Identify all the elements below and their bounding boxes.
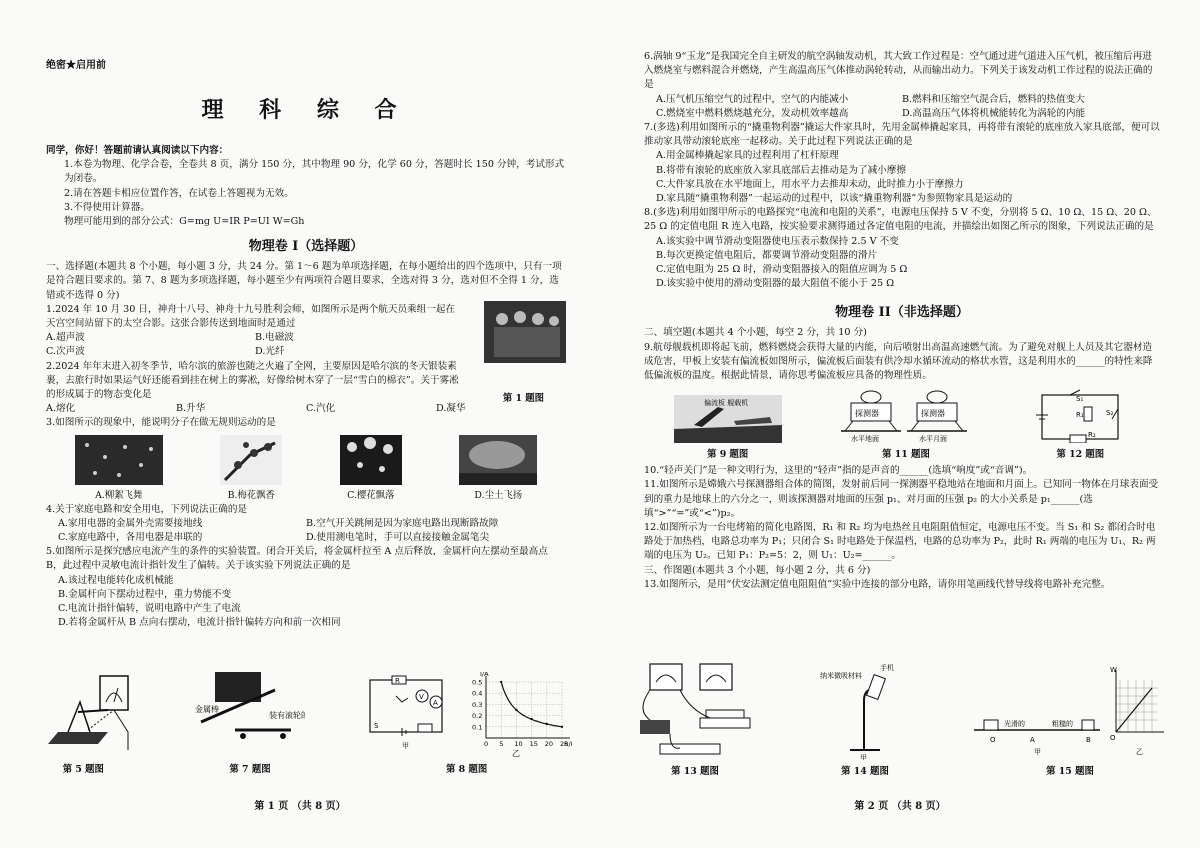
- question-12-text: 12.如图所示为一台电烤箱的简化电路图，R₁ 和 R₂ 均为电热丝且电阻阻值恒定，电源电压不变。当 S₁ 和 S₂ 都闭合时电路处于加热档，电路总功率为 P₁；只闭合 S₁ 时电路处于保温档，电路的总功率为 P₂，此时 R₁ 两端的电压为 U₁、R₂ 两端的电压为 U₂。已知 P₁：P₂=5：2，则 U₁：U₂=______。: [644, 522, 1156, 562]
- page-title: 理 科 综 合: [201, 97, 411, 123]
- section-title: 物理卷 II（非选择题）: [835, 305, 969, 321]
- option-b: B.每次更换定值电阻后，都要调节滑动变阻器的滑片: [656, 249, 878, 261]
- option-b: B.金属杆向下摆动过程中，重力势能不变: [58, 588, 232, 600]
- figure-label: 装有滚轮: [268, 711, 301, 720]
- figure-1: [484, 301, 566, 367]
- figure-sub-label: 甲: [860, 754, 867, 760]
- figure-15: [970, 660, 1170, 777]
- section-title: 物理卷 I（选择题）: [248, 239, 364, 255]
- svg-text:B: B: [1086, 736, 1091, 744]
- option-b: B.将带有滚轮的底座放入家具底部后去推动是为了减小摩擦: [656, 164, 906, 176]
- option-c: C.次声波: [46, 346, 85, 358]
- y-tick-label: 0.4: [471, 689, 482, 698]
- option-a: A.压气机压缩空气的过程中，空气的内能减小: [656, 93, 849, 105]
- svg-text:O: O: [1110, 734, 1116, 742]
- figure-label: 金属棒: [194, 705, 219, 714]
- oven-circuit-diagram: [1030, 389, 1130, 443]
- figure-label: 手机: [880, 664, 894, 672]
- figure-label: 粗糙的: [1052, 720, 1073, 728]
- option-c: C.家庭电路中，各用电器是串联的: [58, 532, 203, 544]
- figure-caption: 第 14 题图: [841, 766, 889, 777]
- option-b: B.电磁波: [255, 332, 294, 344]
- data-point: [545, 723, 547, 725]
- question-6-text: 6.涡轴 9“玉龙”是我国完全自主研发的航空涡轴发动机，其大致工作过程是：空气通过进气道进入压气机，被压缩后再进入燃烧室与燃料混合并燃烧，产生高温高压气体推动涡轮转动，从而输出动力。下列关于该发动机工作过程的说法正确的是: [644, 51, 1153, 91]
- question-5-text: 5.如图所示是探究感应电流产生的条件的实验装置。闭合开关后，将金属杆拉至 A 点后释放，金属杆向左摆动至最高点 B，此过程中灵敏电流计指针发生了偏转。关于该实验下列说法正确的是: [46, 546, 548, 572]
- question-text: 2.2024 年年末进入初冬季节，哈尔滨的旅游也随之火遍了全网，主要原因是哈尔滨的冬天银装素裹，去旅行时如果运气好还能看到挂在树上的雾凇，好像给树木穿了一层“雪白的棉衣”。关于雾凇的形成属于的物态变化是: [46, 360, 459, 401]
- svg-text:R: R: [394, 677, 400, 685]
- figure-caption: 第 11 题图: [882, 449, 930, 461]
- figure-label: 纳米微吸材料: [820, 672, 862, 680]
- voltammeter-circuit-drawing: [630, 660, 760, 760]
- option-label: A.柳絮飞舞: [95, 489, 143, 501]
- x-tick-label: 20: [544, 740, 553, 748]
- figure-row-right-top: [644, 389, 1160, 460]
- option-d: D.该实验中使用的滑动变阻器的最大阻值不能小于 25 Ω: [656, 278, 895, 290]
- option-label: B.梅花飘香: [227, 489, 275, 501]
- lever-tool-drawing: [195, 672, 305, 758]
- svg-text:A: A: [432, 699, 438, 707]
- option-d: D.使用测电笔时，手可以直接接触金属笔尖: [306, 532, 490, 544]
- figure-11: [841, 389, 971, 460]
- option-c: C.电流计指针偏转，说明电路中产生了电流: [58, 603, 241, 615]
- question-8-text: 8.(多选)利用如图甲所示的电路探究“电流和电阻的关系”，电源电压保持 5 V 不变，分别将 5 Ω、10 Ω、15 Ω、20 Ω、25 Ω 的定值电阻 R 连入电路，按实验要求测得通过各定值电阻的电流，并描绘出如图乙所示的图象，下列说法正确的是: [644, 207, 1157, 233]
- notice-item: 1.本卷为物理、化学合卷，全卷共 8 页，满分 150 分，其中物理 90 分，化学 60 分，答题时长 150 分钟，考试形式为闭卷。: [64, 159, 565, 185]
- option-d: D.若将金属杆从 B 点向右摆动，电流计指针偏转方向和前一次相同: [58, 617, 341, 629]
- option-label: D.尘土飞扬: [474, 489, 523, 501]
- figure-caption: 第 12 题图: [1056, 449, 1105, 461]
- question-1: [46, 303, 566, 360]
- image-option-a: [75, 435, 163, 501]
- dust-cloud-photo: [459, 435, 537, 485]
- figure-row-right-bottom: [600, 660, 1200, 777]
- option-c: C.大件家具放在水平地面上，用水平力去推却未动，此时推力小于摩擦力: [656, 178, 964, 190]
- question-3-text: 3.如图所示的现象中，能说明分子在做无规则运动的是: [46, 417, 276, 429]
- option-a: A.该实验中调节滑动变阻器使电压表示数保持 2.5 V 不变: [656, 235, 899, 247]
- question-9-text: 9.航母舰载机即将起飞前，燃料燃烧会获得大量的内能，向后喷射出高温高速燃气流。为了避免对舰上人员及其它器材造成危害，甲板上安装有偏流板如图所示，偏流板后面装有供冷却水循环流动的格状水管，这是利用水的______的特性来降低偏流板的温度。根据此情景，请你思考偏流板应具备的物理性质。: [644, 341, 1153, 382]
- figure-9: [674, 395, 782, 460]
- image-option-d: [459, 435, 537, 501]
- notice-heading: 同学，你好！答题前请认真阅读以下内容：: [46, 145, 229, 156]
- question-4-options: [46, 517, 566, 545]
- option-c: C.燃烧室中燃料燃烧越充分，发动机效率越高: [656, 107, 849, 119]
- svg-text:R₁: R₁: [1076, 411, 1084, 420]
- x-tick-label: 25: [559, 740, 568, 748]
- deflector-photo: [674, 395, 782, 443]
- option-c: C.定值电阻为 25 Ω 时，滑动变阻器接入的阻值应调为 5 Ω: [656, 264, 908, 276]
- option-b: B.升华: [176, 403, 206, 415]
- notice-item: 2.请在答题卡相应位置作答，在试卷上答题视为无效。: [64, 187, 294, 199]
- figure-caption: 第 9 题图: [707, 449, 749, 461]
- figure-sub-label: 乙: [1136, 748, 1143, 756]
- data-point: [560, 726, 562, 728]
- plum-blossom-photo: [220, 435, 282, 485]
- y-tick-label: 0.1: [471, 723, 482, 732]
- slide-and-graph: [970, 660, 1170, 760]
- option-d: D.高温高压气体将机械能转化为涡轮的内能: [902, 107, 1086, 119]
- notice-block: [46, 144, 566, 229]
- figure-sub-label: 甲: [401, 742, 409, 750]
- figure-label: 探测器: [920, 409, 945, 419]
- figure-13: [630, 660, 760, 777]
- figure-caption: 第 1 题图: [502, 392, 544, 404]
- circuit-diagram: [370, 676, 442, 750]
- y-tick-label: 0.5: [471, 678, 482, 687]
- image-option-c: [340, 435, 402, 501]
- question-10-text: 10.“轻声关门”是一种文明行为，这里的“轻声”指的是声音的______(选填“响度”或“音调”)。: [644, 465, 1033, 477]
- current-resistance-graph: [472, 672, 572, 748]
- x-tick-label: 15: [529, 740, 538, 748]
- figure-5: [28, 672, 138, 775]
- formula-line: 物理可能用到的部分公式：G=mg U=IR P=UI W=Gh: [64, 216, 305, 228]
- page-footer: 第 1 页 （共 8 页）: [254, 801, 346, 812]
- cherry-blossom-photo: [340, 435, 402, 485]
- option-a: A.家用电器的金属外壳需要接地线: [58, 517, 203, 529]
- figure-label: 探测器: [854, 409, 879, 419]
- data-point: [500, 681, 502, 683]
- figure-sub-label: 甲: [1034, 748, 1041, 756]
- page-footer: 第 2 页 （共 8 页）: [854, 801, 946, 812]
- figure-label: 光滑的: [1004, 720, 1025, 728]
- figure-label: 水平月面: [918, 435, 947, 444]
- svg-text:O: O: [990, 736, 996, 744]
- question-13-text: 13.如图所示，是用“伏安法测定值电阻阻值”实验中连接的部分电路，请你用笔画线代替导线将电路补充完整。: [644, 578, 1111, 590]
- y-tick-label: 0.2: [471, 712, 482, 721]
- exam-page-right: [600, 0, 1200, 848]
- figure-label: 水平地面: [850, 435, 879, 444]
- figure-caption: 第 7 题图: [229, 764, 271, 775]
- lander-diagram: [841, 389, 971, 443]
- figure-12: [1030, 389, 1130, 460]
- phone-holder-drawing: [820, 660, 910, 760]
- svg-text:S: S: [373, 722, 379, 730]
- figure-label: 偏流板 舰载机: [703, 399, 748, 408]
- option-b: B.空气开关跳闸是因为家庭电路出现断路故障: [306, 517, 499, 529]
- figure-caption: 第 15 题图: [1046, 766, 1094, 777]
- notice-item: 3.不得使用计算器。: [64, 201, 150, 213]
- x-axis-label: R/: [563, 740, 571, 748]
- svg-text:S₂: S₂: [1106, 409, 1114, 418]
- option-a: A.超声波: [46, 332, 85, 344]
- question-2: [46, 360, 566, 417]
- figure-7: [195, 672, 305, 775]
- x-tick-label: 0: [483, 740, 488, 748]
- circuit-and-graph: [362, 672, 572, 758]
- option-b: B.燃料和压缩空气混合后，燃料的热值变大: [902, 93, 1085, 105]
- confidential-mark: 绝密★启用前: [46, 60, 106, 71]
- svg-text:W: W: [1110, 666, 1117, 674]
- y-axis-label: I/A: [479, 672, 489, 678]
- figure-row-left: [0, 672, 600, 775]
- question-4-text: 4.关于家庭电路和安全用电，下列说法正确的是: [46, 503, 248, 515]
- option-d: D.凝华: [436, 403, 466, 415]
- figure-caption: 第 5 题图: [62, 764, 104, 775]
- option-d: D.家具随“撬重物利器”一起运动的过程中，以该“撬重物利器”为参照物家具是运动的: [656, 193, 1013, 205]
- question-11-text: 11.如图所示是嫦娥六号探测器组合体的简图，发射前后同一探测器平稳地站在地面和月面上。已知同一物体在月球表面受到的重力是地球上的六分之一，则该探测器对地面的压强 p₁、对月面的压强 p₂ 的大小关系是 p₁______(选填“>”“=”或“<”)p₂。: [644, 479, 1159, 519]
- willow-catkin-photo: [75, 435, 163, 485]
- data-point: [515, 709, 517, 711]
- figure-caption: 第 13 题图: [671, 766, 719, 777]
- svg-text:A: A: [1030, 736, 1035, 744]
- svg-text:V: V: [418, 693, 424, 701]
- figure-14: [820, 660, 910, 777]
- svg-text:S₁: S₁: [1076, 395, 1084, 404]
- question-7-text: 7.(多选)利用如图所示的“撬重物利器”撬运大件家具时，先用金属棒撬起家具，再将带有滚轮的底座放入家具底部，便可以推动家具带动滚轮底座一起移动。关于此过程下列说法正确的是: [644, 122, 1160, 148]
- section-intro: 一、选择题(本题共 8 个小题，每小题 3 分，共 24 分。第 1～6 题为单项选择题，在每小题给出的四个选项中，只有一项是符合题目要求的。第 7、8 题为多项选择题，每小题至少有两项符合题目要求，全选对得 3 分，选对但不全得 1 分，选错或不选得 0 分): [46, 261, 562, 301]
- option-label: C.樱花飘落: [347, 489, 395, 501]
- induction-apparatus-drawing: [28, 672, 138, 758]
- section-intro: 二、填空题(本题共 4 个小题，每空 2 分，共 10 分): [644, 327, 867, 339]
- question-3-images: [46, 435, 566, 501]
- question-6-options: [644, 93, 1160, 121]
- astronaut-photo: [484, 301, 566, 363]
- option-c: C.汽化: [306, 403, 336, 415]
- x-tick-label: 5: [498, 740, 503, 748]
- question-text: 1.2024 年 10 月 30 日，神舟十八号、神舟十九号胜利会师，如图所示是两个航天员乘组一起在天宫空间站留下的太空合影。这张合影传送到地面时是通过: [46, 303, 456, 330]
- section-intro: 三、作图题(本题共 3 个小题，每小题 2 分，共 6 分): [644, 564, 871, 576]
- figure-8: [362, 672, 572, 775]
- image-option-b: [220, 435, 282, 501]
- figure-sub-label: 乙: [511, 749, 520, 758]
- data-point: [530, 718, 532, 720]
- x-tick-label: 10: [514, 740, 523, 748]
- option-a: A.用金属棒撬起家具的过程利用了杠杆原理: [656, 150, 839, 162]
- option-a: A.该过程电能转化成机械能: [58, 574, 174, 586]
- figure-caption: 第 8 题图: [446, 764, 488, 775]
- option-d: D.光纤: [255, 346, 285, 358]
- svg-text:R₂: R₂: [1088, 431, 1096, 440]
- option-a: A.熔化: [46, 403, 76, 415]
- y-tick-label: 0.3: [471, 700, 482, 709]
